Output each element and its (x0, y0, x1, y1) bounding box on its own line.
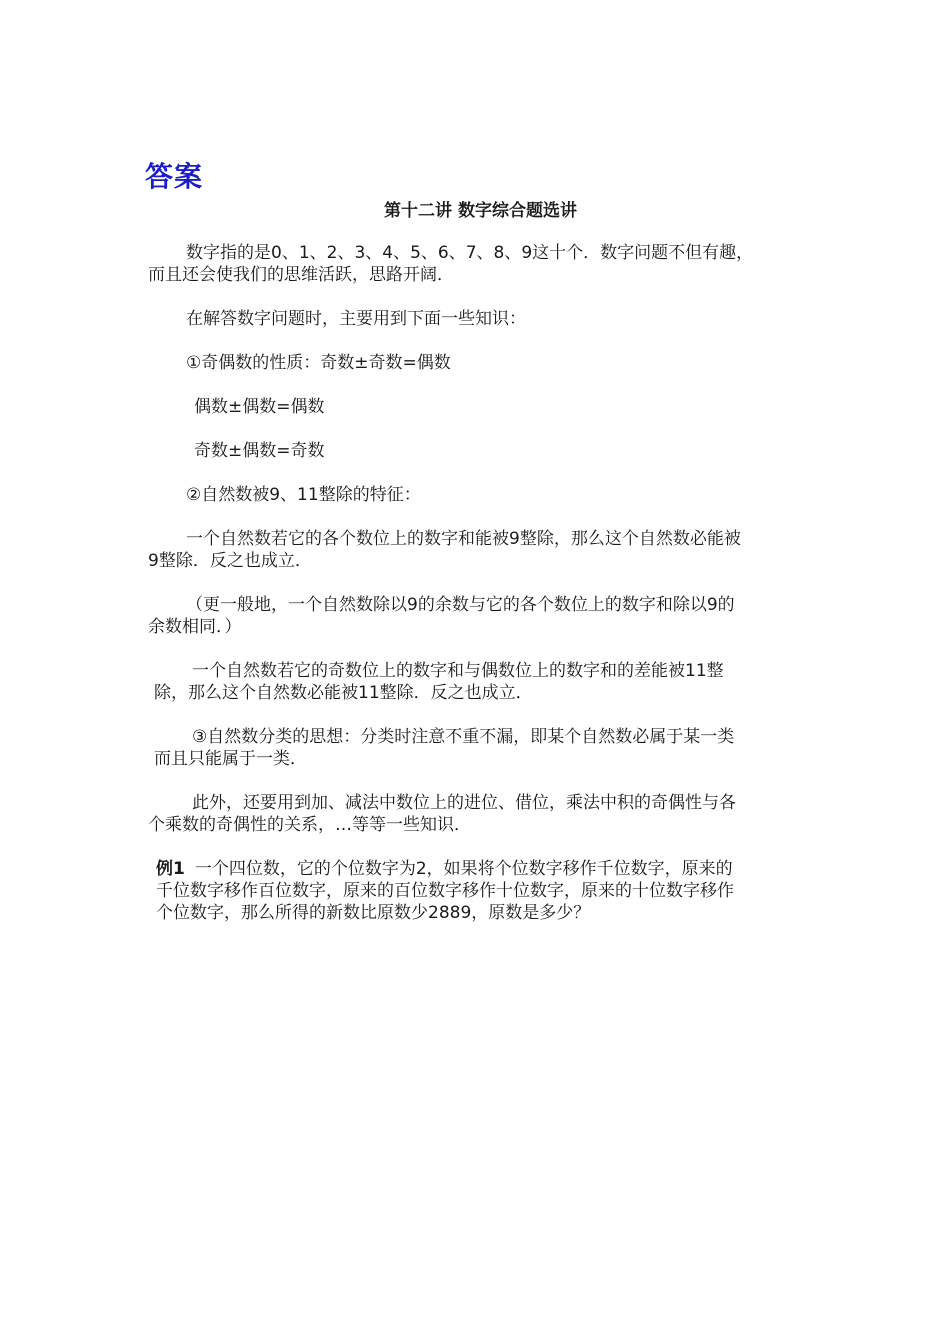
classification-paragraph (148, 726, 813, 770)
divisibility-9-paragraph (148, 528, 813, 572)
text-line: 一个四位数，它的个位数字为2，如果将个位数字移作千位数字，原来的 (194, 859, 733, 879)
text-line: 一个自然数若它的各个数位上的数字和能被9整除，那么这个自然数必能被 (186, 529, 741, 549)
parity-rule-1 (148, 352, 813, 374)
text-line: 个位数字，那么所得的新数比原数少2889，原数是多少？ (156, 903, 591, 923)
text-line: ③自然数分类的思想：分类时注意不重不漏，即某个自然数必属于某一类 (192, 727, 735, 747)
text-line: 数字指的是0、1、2、3、4、5、6、7、8、9这十个．数字问题不但有趣， (186, 243, 754, 263)
text-line: ②自然数被9、11整除的特征： (186, 485, 421, 505)
text-line: 除，那么这个自然数必能被11整除．反之也成立． (154, 683, 533, 703)
lecture-title: 第十二讲 数字综合题选讲 (384, 201, 577, 221)
text-line: 余数相同．） (148, 617, 242, 637)
document-body (148, 200, 813, 946)
text-line: 奇数±偶数=奇数 (194, 441, 325, 461)
text-line: 此外，还要用到加、减法中数位上的进位、借位，乘法中积的奇偶性与各 (192, 793, 736, 813)
parity-rule-2 (148, 396, 813, 418)
text-line: （更一般地，一个自然数除以9的余数与它的各个数位上的数字和除以9的 (186, 595, 735, 615)
text-line: 而且还会使我们的思维活跃，思路开阔． (148, 265, 454, 285)
intro-paragraph (148, 242, 813, 286)
text-line: 偶数±偶数=偶数 (194, 397, 325, 417)
text-line: 一个自然数若它的奇数位上的数字和与偶数位上的数字和的差能被11整 (192, 661, 724, 681)
knowledge-intro-paragraph (148, 308, 813, 330)
example-label: 例1 (156, 859, 185, 879)
answer-heading: 答案 (145, 160, 204, 193)
text-line: 而且只能属于一类． (154, 749, 307, 769)
additional-knowledge-paragraph (148, 792, 813, 836)
parity-rule-3 (148, 440, 813, 462)
text-line: ①奇偶数的性质：奇数±奇数=偶数 (186, 353, 451, 373)
text-line: 9整除．反之也成立． (148, 551, 312, 571)
general-remainder-paragraph (148, 594, 813, 638)
divisibility-title (148, 484, 813, 506)
example-first-line (156, 858, 813, 880)
text-line: 千位数字移作百位数字，原来的百位数字移作十位数字，原来的十位数字移作 (156, 881, 734, 901)
text-line: 在解答数字问题时，主要用到下面一些知识： (186, 309, 526, 329)
text-line: 个乘数的奇偶性的关系，…等等一些知识． (148, 815, 471, 835)
divisibility-11-paragraph (148, 660, 813, 704)
example-1 (148, 858, 813, 924)
